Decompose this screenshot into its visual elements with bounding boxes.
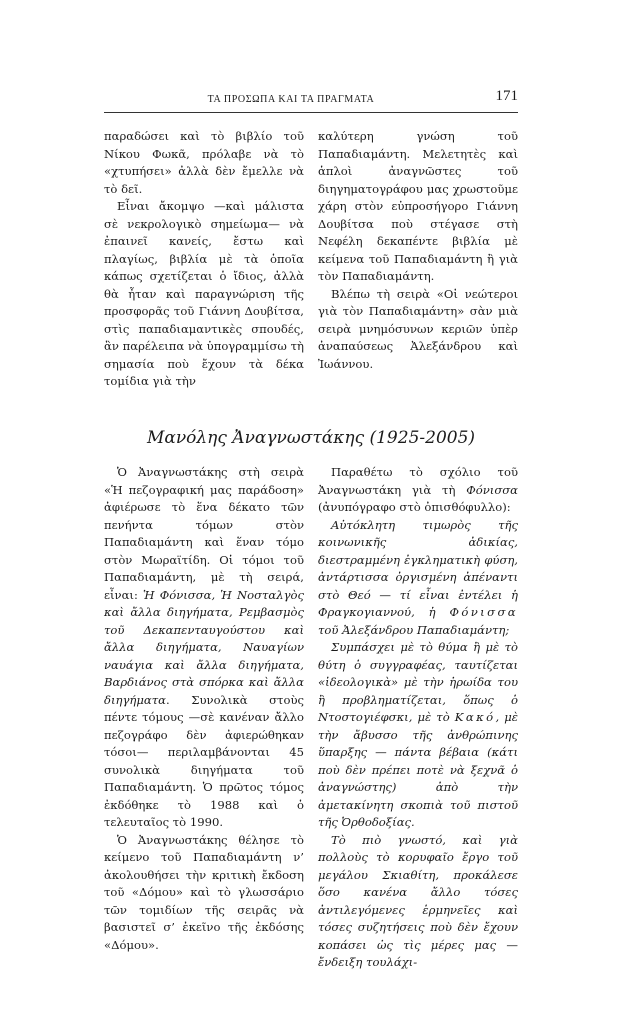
spaced-word: Κακό bbox=[454, 710, 496, 724]
text-run: , μὲ τὴν ἄβυσσο τῆς ἀνθρώπινης ὕπαρξης — πάντα βέβαια (κάτι ποὺ δὲν πρέπει ποτὲ νὰ ξεχνᾶ ὁ ἀναγνώστης) ἀπὸ τὴν ἀμετακίνητη σκοπιὰ τοῦ πιστοῦ τῆς Ὀρθοδοξίας. bbox=[318, 710, 518, 829]
page-number: 171 bbox=[495, 88, 518, 104]
paragraph bbox=[318, 464, 518, 517]
paragraph: παραδώσει καὶ τὸ βιβλίο τοῦ Νίκου Φωκᾶ, πρόλαβε νὰ τὸ «χτυπήσει» ἀλλὰ δὲν ἔμελλε νὰ τὸ δεῖ. bbox=[104, 129, 304, 196]
text-run: (ἀνυπόγραφο στὸ ὀπισθόφυλλο): bbox=[318, 500, 511, 514]
top-left-column bbox=[104, 128, 304, 391]
page-header bbox=[104, 88, 518, 112]
running-head: ΤΑ ΠΡΟΣΩΠΑ ΚΑΙ ΤΑ ΠΡΑΓΜΑΤΑ bbox=[207, 94, 375, 105]
text-run: Ὁ Ἀναγνωστάκης στὴ σειρὰ «Ἡ πεζογραφική μας παράδοση» ἀφιέρωσε τὸ ἕνα δέκατο τῶν πενήντα τόμων στὸν Παπαδιαμάντη καὶ ἕναν τόμο στὸν Μωραϊτίδη. Οἱ τόμοι τοῦ Παπαδιαμάντη, μὲ τὴ σειρά, εἶναι: bbox=[104, 465, 304, 602]
spaced-title: Φόνισσα bbox=[449, 605, 518, 619]
quote-paragraph bbox=[318, 517, 518, 640]
paragraph: Βλέπω τὴ σειρὰ «Οἱ νεώτεροι γιὰ τὸν Παπαδιαμάντη» σὰν μιὰ σειρὰ μνημόσυνων κεριῶν ὑπὲρ ἀναπαύσεως Ἀλεξάνδρου καὶ Ἰωάννου. bbox=[318, 286, 518, 371]
text-run: Παραθέτω τὸ σχόλιο τοῦ Ἀναγνωστάκη γιὰ τὴ bbox=[318, 465, 518, 497]
text-run: . Συνολικὰ στοὺς πέντε τόμους —σὲ κανέναν ἄλλο πεζογράφο δὲν ἀφιερώθηκαν τόσοι— περιλαμβάνονται 45 συνολικὰ διηγήματα τοῦ Παπαδιαμάντη. Ὁ πρῶτος τόμος ἐκδόθηκε τὸ 1988 καὶ ὁ τελευταῖος τὸ 1990. bbox=[104, 692, 304, 829]
book-title: Φόνισσα bbox=[466, 482, 518, 497]
paragraph: Ὁ Ἀναγνωστάκης θέλησε τὸ κείμενο τοῦ Παπαδιαμάντη ν’ ἀκολουθήσει τὴν κριτικὴ ἔκδοση τοῦ «Δόμου» καὶ τὸ γλωσσάριο τῶν τομιδίων τῆς σειρᾶς νὰ βασιστεῖ σ’ ἐκεῖνο τῆς ἐκδόσης «Δόμου». bbox=[104, 832, 304, 952]
top-right-column bbox=[318, 128, 518, 373]
quote-paragraph: Τὸ πιὸ γνωστό, καὶ γιὰ πολλοὺς τὸ κορυφαῖο ἔργο τοῦ μεγάλου Σκιαθίτη, προκάλεσε ὅσο κανένα ἄλλο τόσες ἀντιλεγόμενες ἑρμηνεῖες καὶ τόσες συζητήσεις ποὺ δὲν ἔχουν κοπάσει ὡς τὶς μέρες μας — ἔνδειξη τουλάχι- bbox=[318, 832, 518, 969]
text-run: τοῦ Ἀλεξάνδρου Παπαδιαμάντη; bbox=[318, 622, 510, 637]
bottom-right-column bbox=[318, 464, 518, 972]
quote-paragraph bbox=[318, 639, 518, 832]
text-run: Αὐτόκλητη τιμωρὸς τῆς κοινωνικῆς ἀδικίας, διεστραμμένη ἐγκληματικὴ φύση, ἀντάρτισσα ὀργισμένη ἀπέναντι στὸ Θεό — τί εἶναι ἐντέλει ἡ Φραγκογιαννού, ἡ bbox=[318, 517, 518, 619]
paragraph bbox=[104, 464, 304, 832]
bottom-left-column bbox=[104, 464, 304, 954]
section-title: Μανόλης Ἀναγνωστάκης (1925-2005) bbox=[146, 428, 476, 448]
header-rule bbox=[104, 112, 518, 113]
book-titles: Ἡ Φόνισσα, Ἡ Νοσταλγὸς καὶ ἄλλα διηγήματα, Ρεμβασμὸς τοῦ Δεκαπενταυγούστου καὶ ἄλλα διηγήματα, Ναυαγίων ναυάγια καὶ ἄλλα διηγήματα, Βαρδιάνος στὰ σπόρκα καὶ ἄλλα διηγήματα bbox=[104, 587, 304, 707]
paragraph: καλύτερη γνώση τοῦ Παπαδιαμάντη. Μελετητὲς καὶ ἁπλοὶ ἀναγνῶστες τοῦ διηγηματογράφου μας χρωστοῦμε χάρη στὸν εὐπροσήγορο Γιάννη Δουβίτσα ποὺ στέγασε στὴ Νεφέλη δεκαπέντε βιβλία μὲ κείμενα τοῦ Παπαδιαμάντη ἢ γιὰ τὸν Παπαδιαμάντη. bbox=[318, 129, 518, 283]
text-run: Συμπάσχει μὲ τὸ θύμα ἢ μὲ τὸ θύτη ὁ συγγραφέας, ταυτίζεται «ἰδεολογικὰ» μὲ τὴν ἡρωίδα του ἢ προβληματίζεται, ὅπως ὁ Ντοστογιέφσκι, μὲ τὸ bbox=[318, 640, 518, 724]
paragraph: Εἶναι ἄκομψο —καὶ μάλιστα σὲ νεκρολογικὸ σημείωμα— νὰ ἐπαινεῖ κανείς, ἔστω καὶ πλαγίως, βιβλία μὲ τὰ ὁποῖα κάπως σχετίζεται ὁ ἴδιος, ἀλλὰ θὰ ἦταν καὶ παραγνώριση τῆς προσφορᾶς τοῦ Γιάννη Δουβίτσα, στὶς παπαδιαμαντικὲς σπουδές, ἂν παρέλειπα νὰ ὑπογραμμίσω τὴ σημασία ποὺ ἔχουν τὰ δέκα τομίδια γιὰ τὴν bbox=[104, 199, 304, 388]
